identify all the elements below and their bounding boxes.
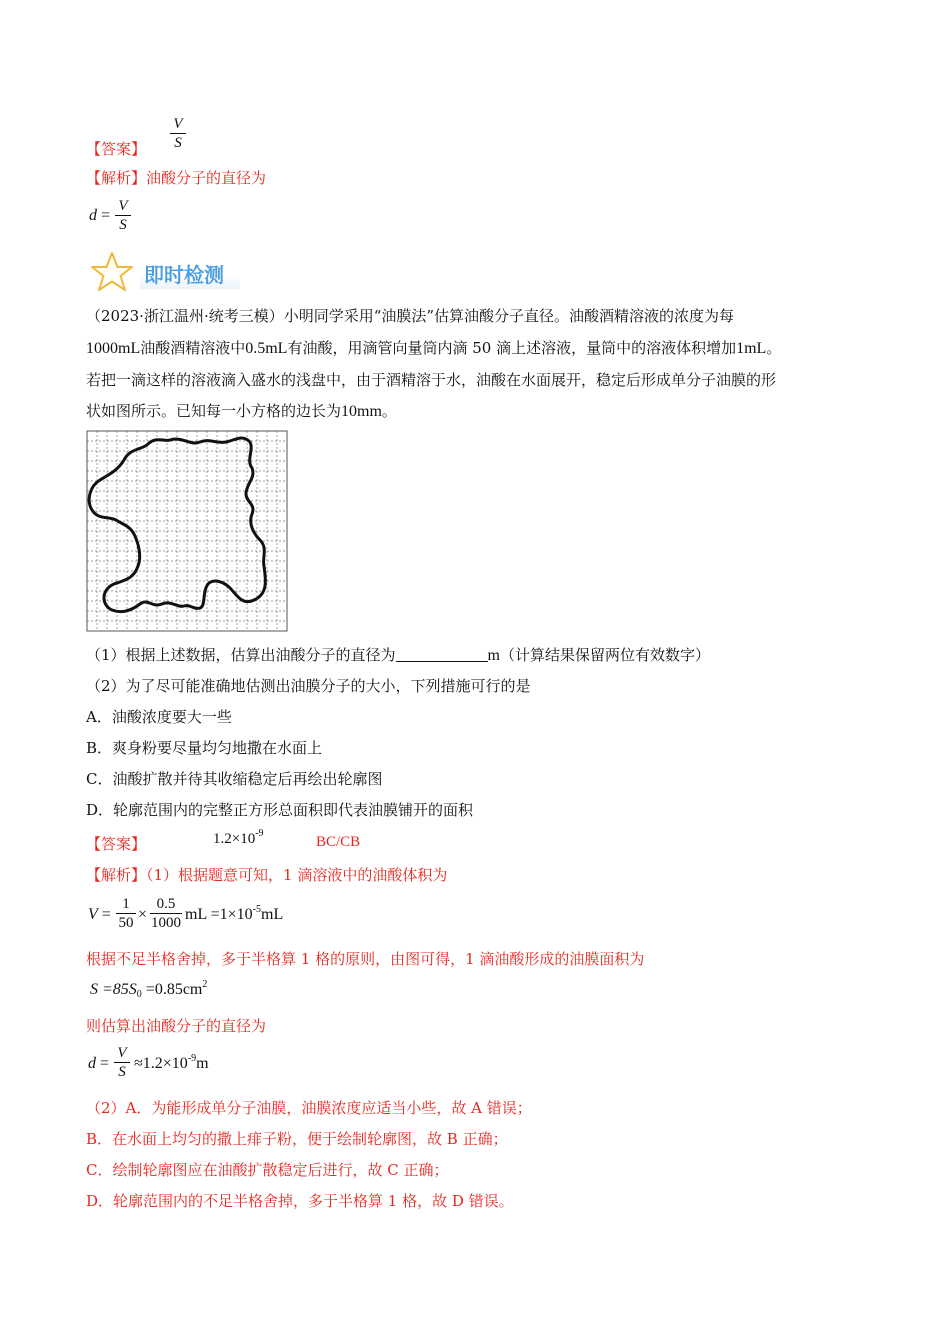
equals-sign: = (101, 906, 111, 923)
fraction-numerator: 1 (122, 896, 130, 912)
answer-blank[interactable] (396, 647, 488, 662)
volume-fraction-2 (150, 896, 182, 931)
diameter-text: 则估算出油酸分子的直径为 (86, 1017, 267, 1035)
option-b: B．爽身粉要尽量均匀地撒在水面上 (86, 739, 323, 757)
equals-sign: = (100, 1055, 110, 1072)
analysis1-fraction (115, 198, 131, 233)
diameter-symbol: d (88, 1055, 96, 1072)
answer2-exponent: -9 (255, 828, 264, 839)
question-1-note: （计算结果保留两位有效数字） (500, 646, 711, 664)
answer1-denominator: S (174, 135, 182, 151)
value-1000ml: 1000mL (86, 340, 141, 357)
area-subscript: 0 (136, 989, 142, 1000)
diameter-formula-lhs (88, 1055, 109, 1073)
answer2-mantissa: 1.2×10 (213, 831, 256, 847)
analysis1-text: 油酸分子的直径为 (146, 169, 267, 187)
volume-result (185, 906, 283, 924)
answer2-value-2: BC/CB (316, 834, 361, 850)
analysis2-part2-c: C．绘制轮廓图应在油酸扩散稳定后进行，故 C 正确； (86, 1161, 449, 1179)
area-formula (90, 981, 207, 999)
area-value: =0.85cm (141, 981, 203, 998)
answer1-numerator: V (173, 116, 183, 132)
area-lhs: S =85 (90, 981, 129, 998)
answer2-value-1 (213, 828, 264, 848)
grid-lines (87, 431, 287, 631)
volume-exponent: -5 (252, 904, 262, 915)
problem-line-4 (86, 401, 397, 422)
question-1 (86, 645, 710, 666)
area-text: 根据不足半格舍掉，多于半格算 1 格的原则，由图可得，1 滴油酸形成的油膜面积为 (86, 950, 645, 968)
diameter-unit: m (196, 1055, 209, 1072)
problem-line-1: （2023·浙江温州·统考三模）小明同学采用“油膜法”估算油酸分子直径。油酸酒精溶液的浓度为每 (86, 307, 735, 325)
analysis2-label: 【解析】 (86, 866, 147, 884)
problem-text: 状如图所示。已知每一小方格的边长为 (86, 402, 342, 420)
fraction-denominator: 50 (118, 915, 134, 931)
analysis1-numerator: V (118, 198, 128, 214)
fraction-bar (116, 913, 136, 914)
area-s0: S (128, 981, 137, 998)
diameter-exponent: -9 (187, 1053, 197, 1064)
analysis2-part2-a: （2）A．为能形成单分子油膜，油膜浓度应适当小些，故 A 错误； (86, 1099, 532, 1117)
value-10mm: 10mm (341, 403, 382, 420)
value-05ml: 0.5mL (245, 340, 288, 357)
problem-line-3: 若把一滴这样的溶液滴入盛水的浅盘中，由于酒精溶于水，油酸在水面展开，稳定后形成单分子油膜的形 (86, 371, 777, 389)
section-title: 即时检测 (144, 263, 224, 287)
question-2: （2）为了尽可能准确地估测出油膜分子的大小，下列措施可行的是 (86, 677, 531, 695)
volume-fraction-1 (116, 896, 136, 931)
volume-value: mL =1×10 (185, 906, 253, 923)
star-icon (88, 250, 136, 294)
question-1-text: （1）根据上述数据，估算出油酸分子的直径为 (86, 646, 396, 664)
fraction-denominator: 1000 (151, 915, 181, 931)
diameter-fraction (114, 1045, 130, 1080)
option-c: C．油酸扩散并待其收缩稳定后再绘出轮廓图 (86, 770, 383, 788)
analysis2-intro-text: （1）根据题意可知，1 滴溶液中的油酸体积为 (146, 866, 448, 884)
analysis2-part2-d: D．轮廓范围内的不足半格舍掉，多于半格算 1 格，故 D 错误。 (86, 1192, 514, 1210)
problem-text: 有油酸，用滴管向量筒内滴 50 滴上述溶液，量筒中的溶液体积增加 (287, 339, 737, 357)
analysis1-label: 【解析】 (86, 169, 147, 187)
problem-text: 。 (381, 402, 397, 420)
option-a: A．油酸浓度要大一些 (86, 708, 232, 726)
answer2-label: 【答案】 (86, 835, 147, 853)
analysis2-intro (86, 865, 447, 885)
diameter-result (134, 1055, 209, 1073)
fraction-bar (170, 133, 186, 134)
fraction-bar (115, 215, 131, 216)
area-superscript: 2 (202, 979, 208, 990)
value-1ml: 1mL (736, 340, 767, 357)
problem-line-2 (86, 338, 781, 359)
analysis2-part2-b: B．在水面上均匀的撒上痱子粉，便于绘制轮廓图，故 B 正确； (86, 1130, 508, 1148)
diameter-value: ≈1.2×10 (134, 1055, 188, 1072)
problem-text: 。 (766, 339, 782, 357)
times-sign: × (138, 906, 148, 923)
option-d: D．轮廓范围内的完整正方形总面积即代表油膜铺开的面积 (86, 801, 474, 819)
formula-lhs: d (89, 207, 97, 224)
formula-eq: = (101, 207, 111, 224)
analysis1-formula (89, 207, 110, 225)
analysis1-denominator: S (119, 217, 127, 233)
fraction-numerator: 0.5 (156, 896, 176, 912)
volume-formula-lhs (88, 906, 111, 924)
answer1-label: 【答案】 (86, 140, 147, 158)
fraction-bar (150, 913, 182, 914)
analysis1-line (86, 168, 266, 188)
volume-unit: mL (261, 906, 284, 923)
answer1-fraction (170, 116, 186, 151)
fraction-denominator: S (118, 1064, 126, 1080)
unit-m: m (487, 647, 500, 664)
volume-symbol: V (88, 906, 98, 923)
fraction-numerator: V (117, 1045, 127, 1061)
oil-film-grid-figure (86, 430, 290, 634)
fraction-bar (114, 1062, 130, 1063)
problem-text: 油酸酒精溶液中 (140, 339, 246, 357)
